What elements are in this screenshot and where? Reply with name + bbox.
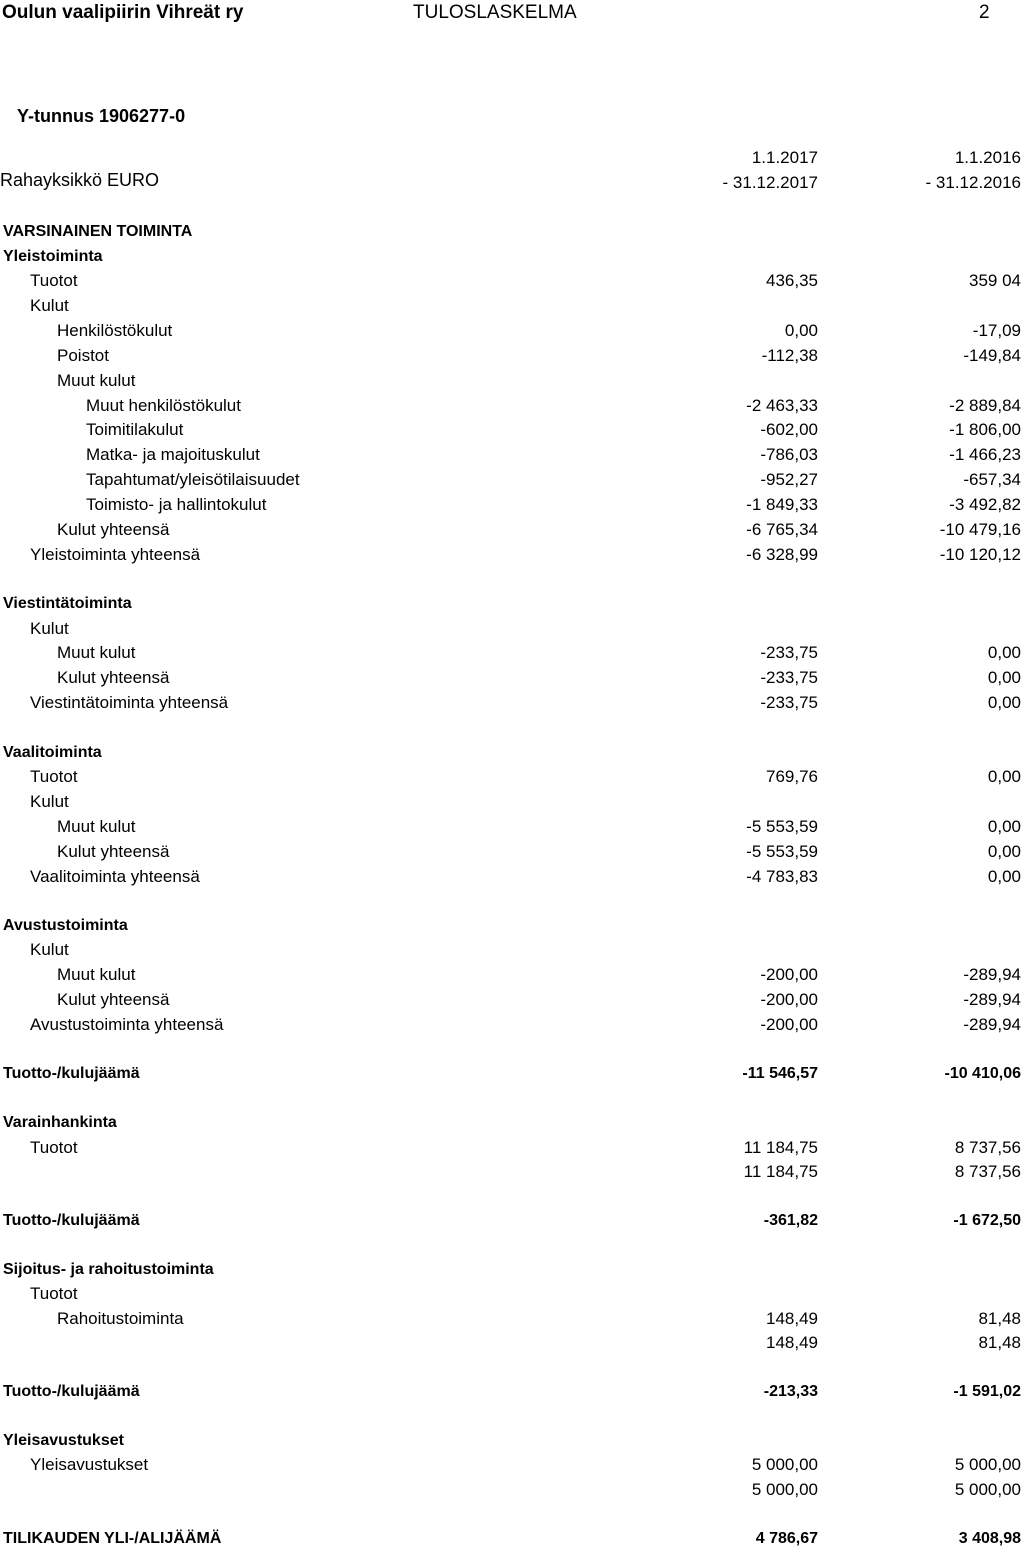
- value-2017: -361,82: [763, 1212, 818, 1229]
- value-2016: 8 737,56: [954, 1138, 1021, 1157]
- statement-row: [0, 269, 1024, 293]
- row-label: Viestintätoiminta: [3, 595, 132, 612]
- statement-row: [0, 1209, 1024, 1233]
- period-previous: [926, 145, 1021, 195]
- value-2017: -952,27: [760, 470, 818, 489]
- value-2016: -657,34: [963, 470, 1021, 489]
- period-previous-start: 1.1.2016: [954, 148, 1021, 167]
- statement-row: [0, 1111, 1024, 1135]
- value-2016: 0,00: [987, 817, 1021, 836]
- statement-row: [0, 592, 1024, 616]
- value-2016: 0,00: [987, 842, 1021, 861]
- value-2017: -5 553,59: [746, 817, 818, 836]
- statement-row: [0, 1380, 1024, 1404]
- value-2016: -289,94: [963, 1015, 1021, 1034]
- statement-row: [0, 245, 1024, 269]
- row-label: VARSINAINEN TOIMINTA: [3, 223, 193, 240]
- row-label: Tuotto-/kulujäämä: [3, 1383, 140, 1400]
- row-label: Rahoitustoiminta: [57, 1309, 184, 1328]
- row-label: Muut henkilöstökulut: [86, 396, 241, 415]
- row-label: Kulut: [30, 940, 69, 959]
- row-label: Yleisavustukset: [3, 1432, 124, 1449]
- statement-row: [0, 1527, 1024, 1551]
- row-label: Varainhankinta: [3, 1114, 117, 1131]
- row-label: Poistot: [57, 346, 109, 365]
- row-label: Avustustoiminta yhteensä: [30, 1015, 224, 1034]
- value-2017: -602,00: [760, 420, 818, 439]
- value-2017: -200,00: [760, 990, 818, 1009]
- value-2017: -6 328,99: [746, 545, 818, 564]
- row-label: TILIKAUDEN YLI-/ALIJÄÄMÄ: [3, 1530, 222, 1547]
- value-2016: -149,84: [963, 346, 1021, 365]
- statement-row: [0, 938, 1024, 962]
- row-label: Tuotto-/kulujäämä: [3, 1212, 140, 1229]
- row-label: Muut kulut: [57, 371, 136, 390]
- row-label: Viestintätoiminta yhteensä: [30, 693, 229, 712]
- statement-row: [0, 493, 1024, 517]
- value-2016: -1 806,00: [949, 420, 1021, 439]
- statement-row: [0, 319, 1024, 343]
- row-label: Yleisavustukset: [30, 1455, 149, 1474]
- value-2016: 0,00: [987, 668, 1021, 687]
- statement-row: [0, 666, 1024, 690]
- row-label: Kulut: [30, 296, 69, 315]
- statement-row: [0, 641, 1024, 665]
- statement-row: [0, 344, 1024, 368]
- row-label: Vaalitoiminta: [3, 744, 102, 761]
- row-label: Kulut yhteensä: [57, 668, 170, 687]
- value-2016: 0,00: [987, 767, 1021, 786]
- statement-row: [0, 369, 1024, 393]
- value-2016: -2 889,84: [949, 396, 1021, 415]
- value-2016: -17,09: [972, 321, 1021, 340]
- row-label: Muut kulut: [57, 965, 136, 984]
- row-label: Avustustoiminta: [3, 917, 128, 934]
- value-2016: 5 000,00: [954, 1455, 1021, 1474]
- value-2016: -1 466,23: [949, 445, 1021, 464]
- document-title: TULOSLASKELMA: [413, 2, 577, 23]
- statement-row: [0, 543, 1024, 567]
- statement-row: [0, 418, 1024, 442]
- row-label: Kulut: [30, 792, 69, 811]
- row-label: Toimitilakulut: [86, 420, 184, 439]
- value-2016: 3 408,98: [958, 1530, 1021, 1547]
- row-label: Kulut yhteensä: [57, 842, 170, 861]
- value-2017: -233,75: [760, 643, 818, 662]
- row-label: Kulut: [30, 619, 69, 638]
- statement-row: [0, 1062, 1024, 1086]
- value-2016: -10 410,06: [944, 1065, 1021, 1082]
- value-2017: -213,33: [763, 1383, 818, 1400]
- statement-row: [0, 468, 1024, 492]
- value-2017: 148,49: [766, 1309, 818, 1328]
- period-current-end: - 31.12.2017: [722, 173, 818, 192]
- value-2017: -233,75: [760, 693, 818, 712]
- statement-row: [0, 840, 1024, 864]
- value-2016: -10 479,16: [939, 520, 1021, 539]
- statement-row: [0, 1331, 1024, 1355]
- value-2017: -1 849,33: [746, 495, 818, 514]
- statement-row: [0, 1136, 1024, 1160]
- value-2016: 81,48: [978, 1333, 1021, 1352]
- value-2017: 4 786,67: [755, 1530, 818, 1547]
- value-2016: -289,94: [963, 990, 1021, 1009]
- statement-row: [0, 617, 1024, 641]
- statement-row: [0, 988, 1024, 1012]
- row-label: Toimisto- ja hallintokulut: [86, 495, 267, 514]
- row-label: Matka- ja majoituskulut: [86, 445, 260, 464]
- row-label: Yleistoiminta: [3, 248, 103, 265]
- value-2016: 0,00: [987, 693, 1021, 712]
- statement-row: [0, 1478, 1024, 1502]
- value-2016: -10 120,12: [939, 545, 1021, 564]
- value-2016: 8 737,56: [954, 1162, 1021, 1181]
- period-current: [723, 145, 818, 195]
- statement-row: [0, 1429, 1024, 1453]
- statement-row: [0, 1160, 1024, 1184]
- row-label: Muut kulut: [57, 817, 136, 836]
- page-number: 2: [979, 2, 990, 23]
- statement-row: [0, 741, 1024, 765]
- value-2016: 0,00: [987, 643, 1021, 662]
- value-2016: -1 672,50: [953, 1212, 1021, 1229]
- row-label: Tuotot: [30, 767, 78, 786]
- statement-row: [0, 765, 1024, 789]
- row-label: Yleistoiminta yhteensä: [30, 545, 201, 564]
- value-2017: -5 553,59: [746, 842, 818, 861]
- period-current-start: 1.1.2017: [751, 148, 818, 167]
- statement-row: [0, 394, 1024, 418]
- value-2016: -289,94: [963, 965, 1021, 984]
- statement-row: [0, 294, 1024, 318]
- row-label: Muut kulut: [57, 643, 136, 662]
- value-2016: 359 04: [969, 271, 1021, 290]
- value-2017: -11 546,57: [742, 1065, 818, 1082]
- row-label: Kulut yhteensä: [57, 520, 170, 539]
- row-label: Kulut yhteensä: [57, 990, 170, 1009]
- value-2017: 148,49: [766, 1333, 818, 1352]
- value-2017: -200,00: [760, 1015, 818, 1034]
- statement-row: [0, 865, 1024, 889]
- value-2016: 81,48: [978, 1309, 1021, 1328]
- value-2017: 11 184,75: [743, 1162, 818, 1181]
- statement-row: [0, 1307, 1024, 1331]
- row-label: Henkilöstökulut: [57, 321, 173, 340]
- value-2017: -786,03: [760, 445, 818, 464]
- value-2017: -2 463,33: [746, 396, 818, 415]
- value-2017: -233,75: [760, 668, 818, 687]
- row-label: Sijoitus- ja rahoitustoiminta: [3, 1261, 214, 1278]
- row-label: Tuotto-/kulujäämä: [3, 1065, 140, 1082]
- statement-row: [0, 914, 1024, 938]
- value-2016: 0,00: [987, 867, 1021, 886]
- value-2016: -3 492,82: [949, 495, 1021, 514]
- row-label: Tuotot: [30, 1284, 78, 1303]
- value-2017: 436,35: [766, 271, 818, 290]
- value-2017: 5 000,00: [751, 1480, 818, 1499]
- period-previous-end: - 31.12.2016: [925, 173, 1021, 192]
- value-2016: -1 591,02: [953, 1383, 1021, 1400]
- statement-row: [0, 1013, 1024, 1037]
- value-2017: 11 184,75: [743, 1138, 818, 1157]
- organization-name: Oulun vaalipiirin Vihreät ry: [2, 2, 244, 23]
- statement-row: [0, 815, 1024, 839]
- value-2017: -112,38: [761, 346, 818, 365]
- row-label: Tapahtumat/yleisötilaisuudet: [86, 470, 300, 489]
- row-label: Vaalitoiminta yhteensä: [30, 867, 200, 886]
- statement-row: [0, 790, 1024, 814]
- statement-row: [0, 963, 1024, 987]
- statement-row: [0, 691, 1024, 715]
- statement-row: [0, 220, 1024, 244]
- currency-unit: Rahayksikkö EURO: [0, 170, 160, 190]
- value-2017: -4 783,83: [746, 867, 818, 886]
- statement-row: [0, 1453, 1024, 1477]
- value-2017: -200,00: [760, 965, 818, 984]
- row-label: Tuotot: [30, 271, 78, 290]
- value-2017: 5 000,00: [751, 1455, 818, 1474]
- value-2016: 5 000,00: [954, 1480, 1021, 1499]
- statement-row: [0, 443, 1024, 467]
- business-id: Y-tunnus 1906277-0: [17, 106, 186, 126]
- value-2017: 0,00: [784, 321, 818, 340]
- row-label: Tuotot: [30, 1138, 78, 1157]
- statement-row: [0, 518, 1024, 542]
- statement-row: [0, 1258, 1024, 1282]
- value-2017: 769,76: [766, 767, 818, 786]
- value-2017: -6 765,34: [746, 520, 818, 539]
- statement-row: [0, 1282, 1024, 1306]
